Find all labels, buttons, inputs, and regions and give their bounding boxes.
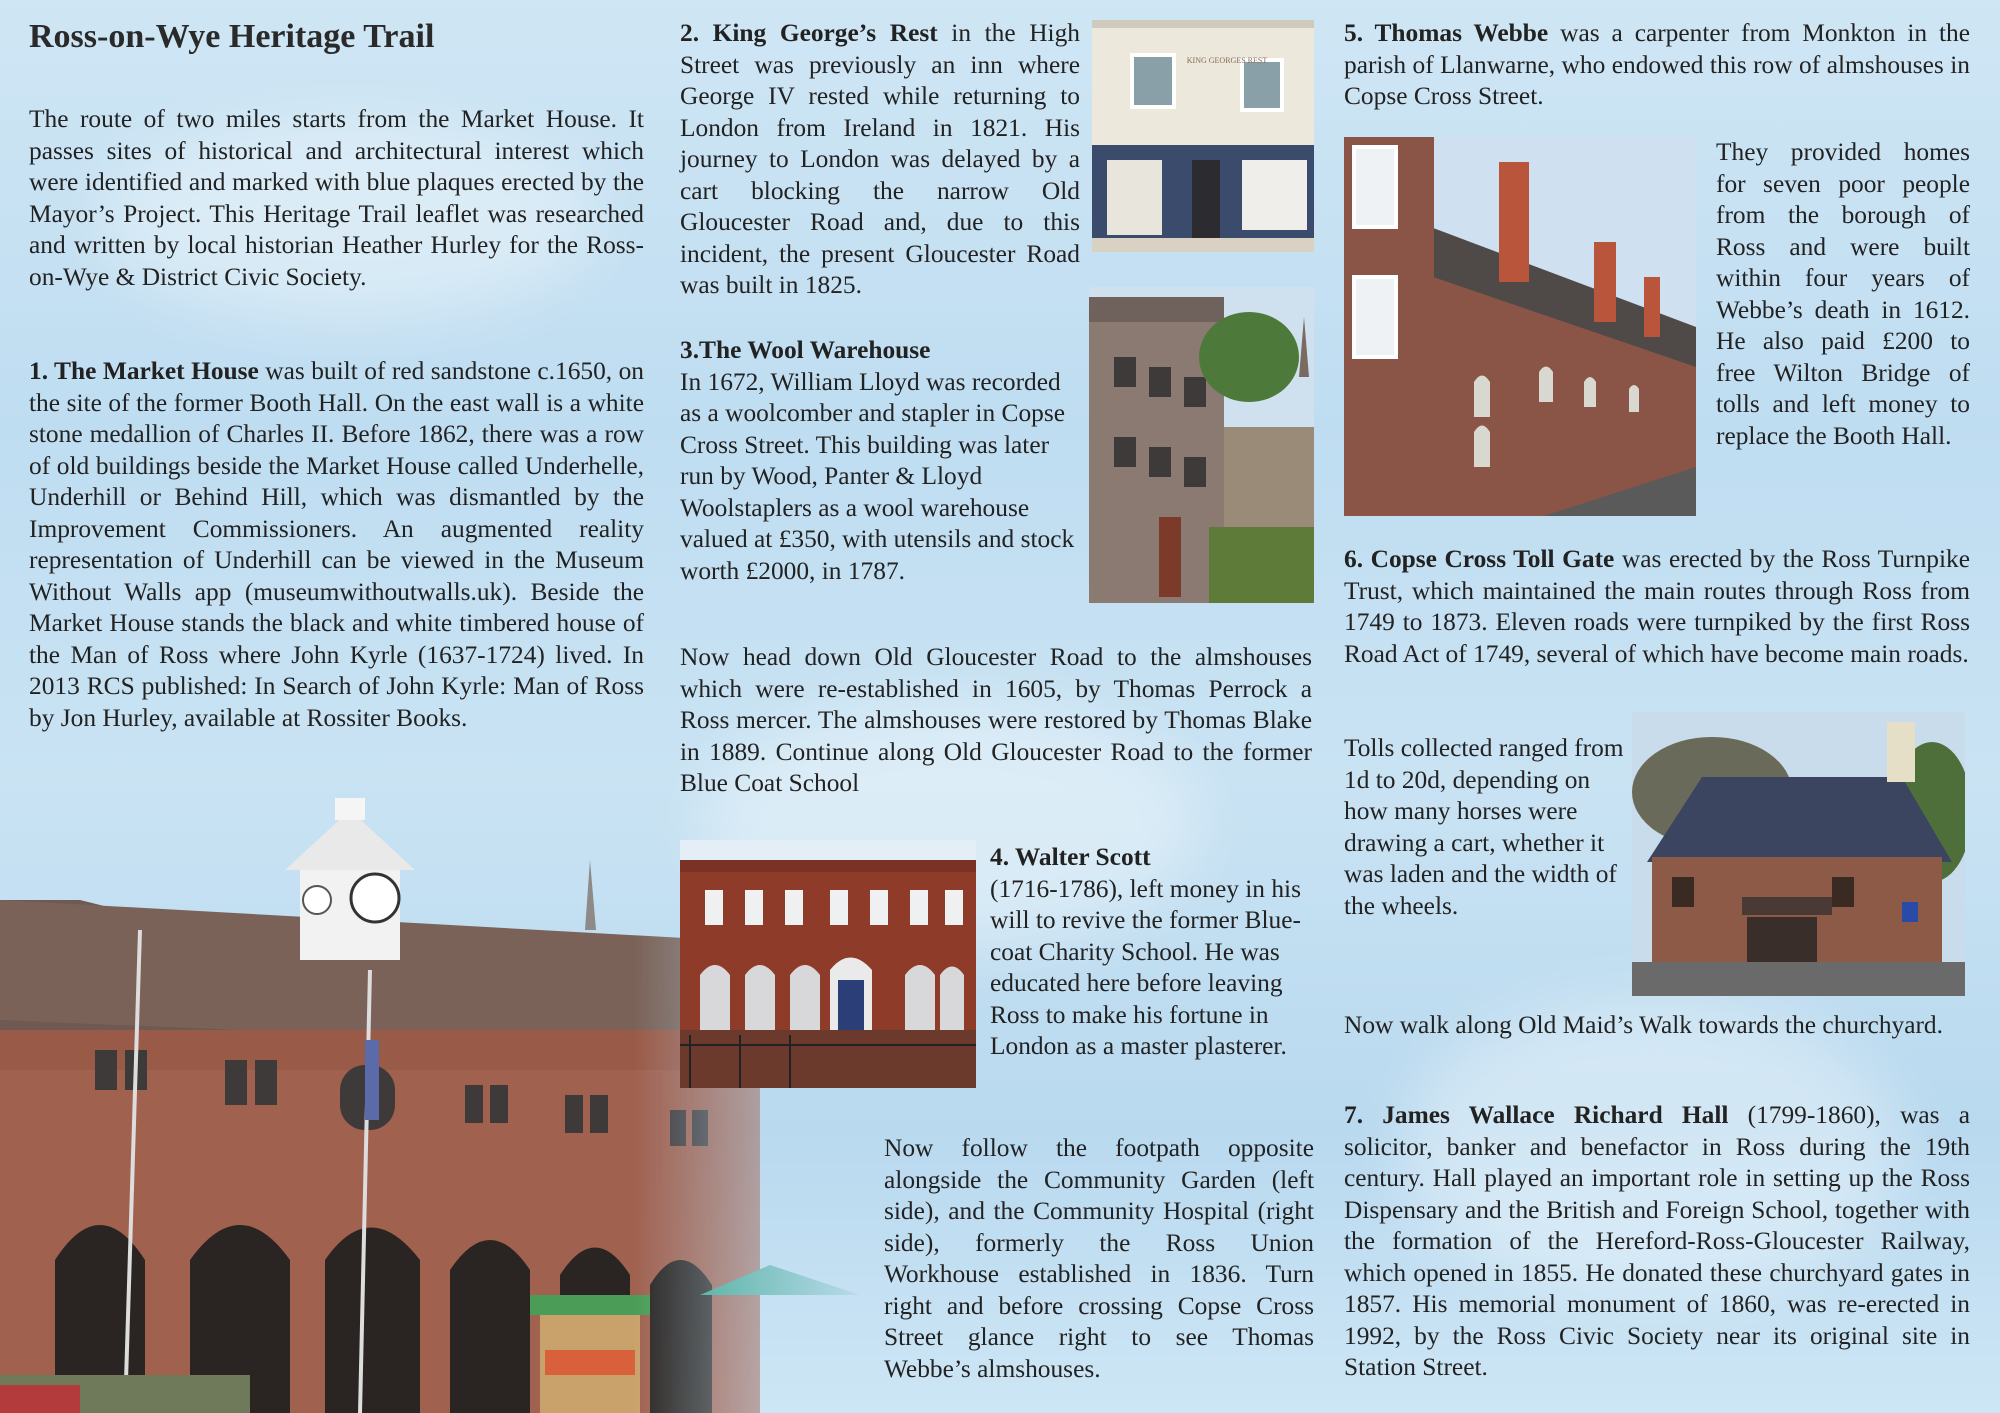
stop-6-body: was erected by the Ross Turnpike Trust, which maintained the main routes through Ross from 1749 to 1873. Eleven roads were turnpiked by the first Ross Road Act of 1749, several of which have become main roads. (1344, 545, 1970, 668)
toll-house-photo (1632, 712, 1965, 996)
stop-5-heading: 5. Thomas Webbe (1344, 19, 1549, 47)
intro-paragraph: The route of two miles starts from the Market House. It passes sites of historical and architectural interest which were identified and marked with blue plaques erected by the Mayor’s Project. This Heritage Trail leaflet was researched and written by local historian Heather Hurley for the Ross-on-Wye & District Civic Society. (29, 105, 644, 291)
inn-sign-text: KING GEORGES REST (1186, 56, 1268, 65)
stop-5-paragraph (1344, 18, 1970, 113)
webbe-almshouses-photo (1344, 137, 1696, 516)
stop-7-paragraph (1344, 1100, 1970, 1384)
stop-2-paragraph (680, 18, 1080, 302)
stop-5-body: was a carpenter from Monkton in the parish of Llanwarne, who endowed this row of almshouses in Copse Cross Street. (1344, 19, 1970, 110)
stop-4-paragraph (990, 842, 1320, 1063)
stop-7-body: (1799-1860), was a solicitor, banker and benefactor in Ross during the 19th century. Hall played an important role in setting up the Ross Dispensary and the British and Foreign School, together with the formation of the Hereford-Ross-Gloucester Railway, which opened in 1855. He donated these churchyard gates in 1857. His memorial monument of 1860, was re-erected in 1992, by the Ross Civic Society near its original site in Station Street. (1344, 1101, 1970, 1381)
stop-6-paragraph (1344, 544, 1970, 670)
page-title: Ross-on-Wye Heritage Trail (29, 18, 435, 55)
blue-coat-school-photo (680, 840, 976, 1088)
stop-4-heading: 4. Walter Scott (990, 843, 1151, 871)
stop-6-continued: Tolls collected ranged from 1d to 20d, depending on how many horses were drawing a cart, whether it was laden and the width of the wheels. (1344, 734, 1624, 920)
directions-1-paragraph: Now head down Old Gloucester Road to the almshouses which were re-established in 1605, by Thomas Perrock a Ross mercer. The almshouses were restored by Thomas Blake in 1889. Continue along Old Gloucester Road to the former Blue Coat School (680, 643, 1312, 797)
wool-warehouse-photo (1089, 287, 1314, 603)
directions-3-paragraph: Now walk along Old Maid’s Walk towards the churchyard. (1344, 1011, 1943, 1039)
stop-6-heading: 6. Copse Cross Toll Gate (1344, 545, 1615, 573)
stop-1-heading: 1. The Market House (29, 357, 259, 385)
stop-1-paragraph (29, 356, 644, 734)
directions-2-paragraph: Now follow the footpath opposite alongside the Community Garden (left side), and the Community Hospital (right side), formerly the Ross Union Workhouse established in 1836. Turn right and before crossing Copse Cross Street glance right to see Thomas Webbe’s almshouses. (884, 1134, 1314, 1383)
stop-3-paragraph (680, 335, 1080, 587)
stop-5-continued: They provided homes for seven poor people from the borough of Ross and were built within four years of Webbe’s death in 1612. He also paid £200 to free Wilton Bridge of tolls and left money to replace the Booth Hall. (1716, 138, 1970, 450)
stop-4-body: (1716-1786), left money in his will to revive the former Blue-coat Charity School. He was educated here before leaving Ross to make his fortune in London as a master plasterer. (990, 874, 1301, 1060)
stop-1-body: was built of red sandstone c.1650, on the site of the former Booth Hall. On the east wall is a white stone medallion of Charles II. Before 1862, there was a row of old buildings beside the Market House called Underhelle, Underhill or Behind Hill, which was dismantled by the Improvement Commissioners. An augmented reality representation of Underhill can be viewed in the Museum Without Walls app (museumwithoutwalls.uk). Beside the Market House stands the black and white timbered house of the Man of Ross where John Kyrle (1637-1724) lived. In 2013 RCS published: In Search of John Kyrle: Man of Ross by Jon Hurley, available at Rossiter Books. (29, 357, 644, 732)
stop-2-body: in the High Street was previously an inn where George IV rested while returning to London from Ireland in 1821. His journey to London was delayed by a cart blocking the narrow Old Gloucester Road and, due to this incident, the present Gloucester Road was built in 1825. (680, 19, 1080, 299)
stop-3-heading: 3.The Wool Warehouse (680, 336, 931, 364)
king-georges-rest-photo (1092, 20, 1314, 252)
stop-7-heading: 7. James Wallace Richard Hall (1344, 1101, 1729, 1129)
stop-3-body: In 1672, William Lloyd was recorded as a woolcomber and stapler in Copse Cross Street. This building was later run by Wood, Panter & Lloyd Woolstaplers as a wool warehouse valued at £350, with utensils and stock worth £2000, in 1787. (680, 367, 1075, 585)
stop-2-heading: 2. King George’s Rest (680, 19, 938, 47)
